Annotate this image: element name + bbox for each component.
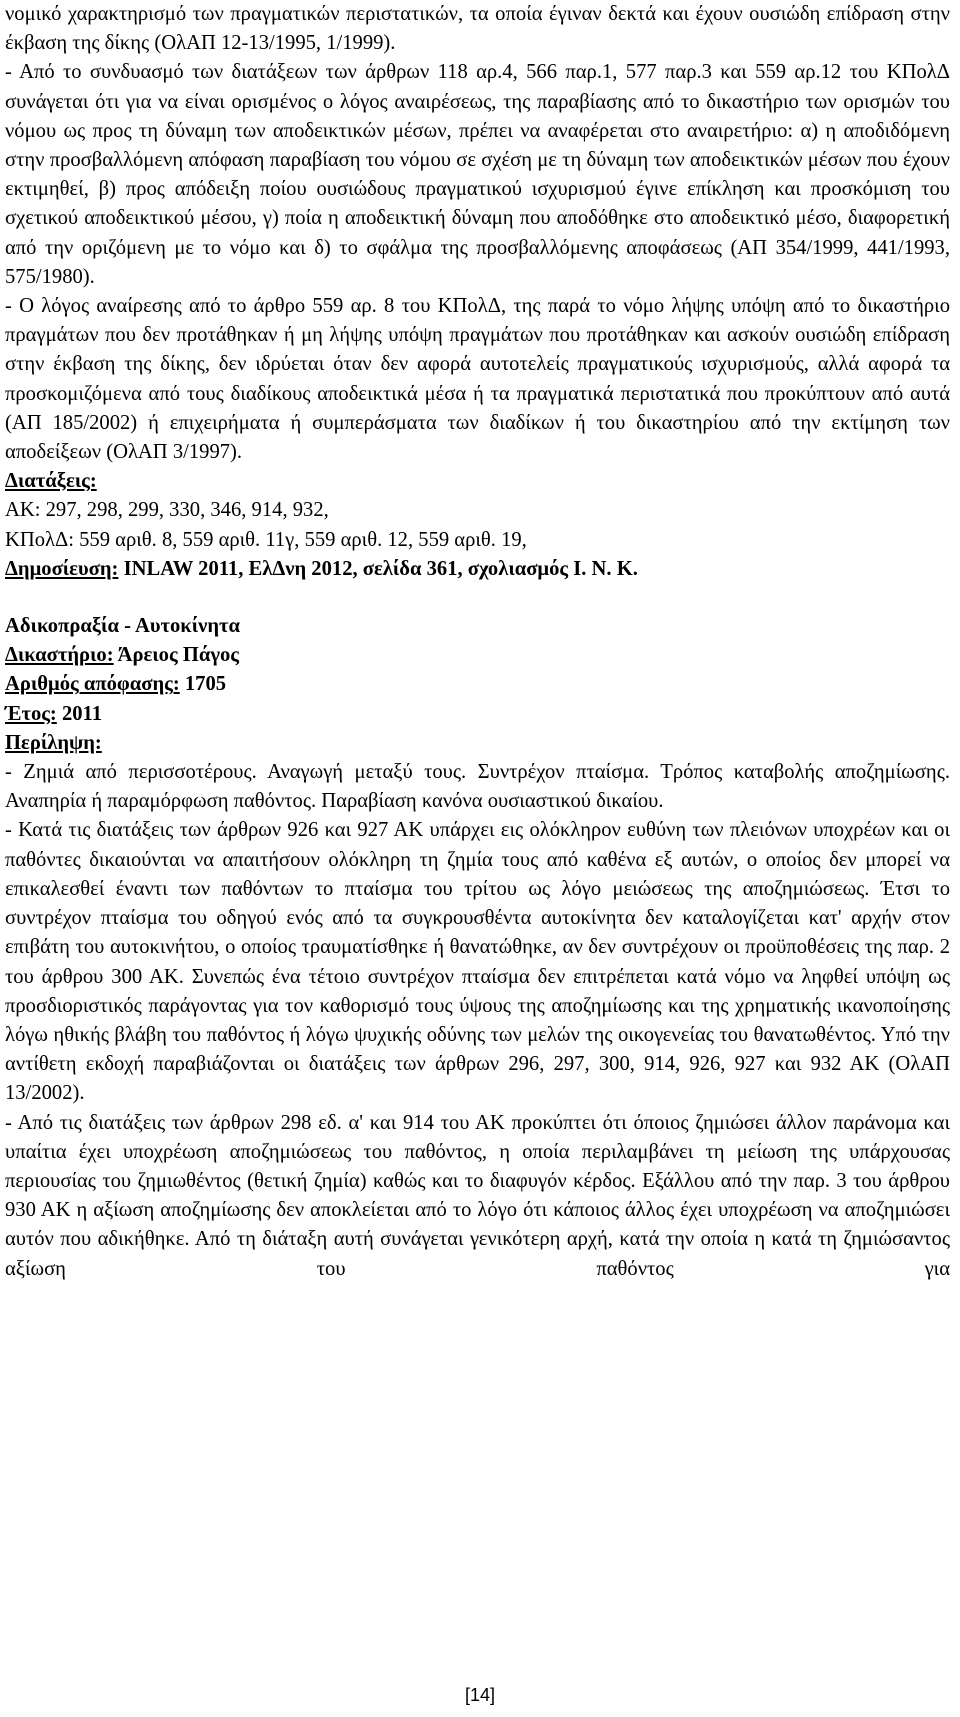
decision-number-label: Αριθμός απόφασης: bbox=[5, 673, 180, 696]
publication-label: Δημοσίευση: bbox=[5, 557, 119, 580]
provisions-label: Διατάξεις: bbox=[5, 470, 97, 493]
provisions-ak: ΑΚ: 297, 298, 299, 330, 346, 914, 932, bbox=[5, 499, 329, 522]
summary-label: Περίληψη: bbox=[5, 731, 102, 754]
publication-value: INLAW 2011, ΕλΔνη 2012, σελίδα 361, σχολιασμός Ι. Ν. Κ. bbox=[118, 557, 638, 580]
paragraph-article-559-8: - Ο λόγος αναίρεσης από το άρθρο 559 αρ. 8 του ΚΠολΔ, της παρά το νόμο λήψης υπόψη από το δικαστήριο πραγμάτων που δεν προτάθηκαν ή μη λήψης υπόψη πραγμάτων που προτάθηκαν και ασκούν ουσιώδη επίδραση στην έκβαση της δίκης, δεν ιδρύεται όταν δεν αφορά αυτοτελείς πραγματικούς ισχυρισμούς, αλλά αφορά τα προσκομιζόμενα από τους διαδίκους αποδεικτικά μέσα ή τα πραγματικά περιστατικά που προκύπτουν από αυτά (ΑΠ 185/2002) ή επιχειρήματα ή συμπεράσματα των διαδίκων ή του δικαστηρίου από την εκτίμηση των αποδείξεων (ΟλΑΠ 3/1997). bbox=[5, 295, 950, 464]
document-page bbox=[5, 0, 950, 1284]
court-line bbox=[5, 641, 950, 670]
paragraph-joint-liability: - Κατά τις διατάξεις των άρθρων 926 και 927 ΑΚ υπάρχει εις ολόκληρον ευθύνη των πλειόνων υποχρέων και οι παθόντες δικαιούνται να απαιτήσουν ολόκληρη τη ζημία τους από καθένα εξ αυτών, ο οποίος δεν μπορεί να επικαλεσθεί έναντι των παθόντων το πταίσμα του τρίτου ως λόγο μειώσεως της αποζημιώσεως. Έτσι το συντρέχον πταίσμα του οδηγού ενός από τα συγκρουσθέντα αυτοκίνητα δεν καταλογίζεται κατ' αρχήν στον επιβάτη του αυτοκινήτου, ο οποίος τραυματίσθηκε ή θανατώθηκε, αν δεν συντρέχουν οι προϋποθέσεις της παρ. 2 του άρθρου 300 ΑΚ. Συνεπώς ένα τέτοιο συντρέχον πταίσμα δεν επιτρέπεται κατά νόμο να ληφθεί υπόψη ως προσδιοριστικός παράγοντας για τον καθορισμό τους ύψους της αποζημίωσης και της χρηματικής ικανοποίησης λόγω ηθικής βλάβη του παθόντος ή λόγω ψυχικής οδύνης των μελών της οικογενείας του θανατωθέντος. Υπό την αντίθετη εκδοχή παραβιάζονται οι διατάξεις των άρθρων 296, 297, 300, 914, 926, 927 και 932 ΑΚ (ΟλΑΠ 13/2002). bbox=[5, 819, 950, 1105]
section-gap bbox=[5, 584, 950, 612]
court-label: Δικαστήριο: bbox=[5, 644, 114, 667]
court-value: Άρειος Πάγος bbox=[113, 644, 239, 667]
year-value: 2011 bbox=[56, 702, 102, 725]
year-label: Έτος: bbox=[5, 702, 57, 725]
continuation-paragraph: νομικό χαρακτηρισμό των πραγματικών περιστατικών, τα οποία έγιναν δεκτά και έχουν ουσιώδη επίδραση στην έκβαση της δίκης (ΟλΑΠ 12-13/1995, 1/1999). bbox=[5, 3, 950, 55]
paragraph-damages: - Από τις διατάξεις των άρθρων 298 εδ. α' και 914 του ΑΚ προκύπτει ότι όποιος ζημιώσει άλλον παράνομα και υπαίτια έχει υποχρέωση αποζημιώσεως του παθόντος, η οποία περιλαμβάνει τη μείωση της υπάρχουσας περιουσίας του ζημιωθέντος (θετική ζημία) καθώς και το διαφυγόν κέρδος. Εξάλλου από την παρ. 3 του άρθρου 930 ΑΚ η αξίωση αποζημίωσης δεν αποκλείεται από το λόγο ότι κάποιος άλλος έχει υποχρέωση να αποζημιώσει αυτόν που αδικήθηκε. Από τη διάταξη αυτή συνάγεται γενικότερη αρχή, κατά την οποία η κατά τη ζημιώσαντος αξίωση του παθόντος για bbox=[5, 1111, 950, 1280]
summary-keywords: - Ζημιά από περισσοτέρους. Αναγωγή μεταξύ τους. Συντρέχον πταίσμα. Τρόπος καταβολής αποζημίωσης. Αναπηρία ή παραμόρφωση παθόντος. Παραβίαση κανόνα ουσιαστικού δικαίου. bbox=[5, 761, 950, 813]
provisions-heading bbox=[5, 467, 950, 496]
page-number: [14] bbox=[464, 1685, 496, 1705]
summary-heading bbox=[5, 729, 950, 758]
decision-number-line bbox=[5, 670, 950, 699]
decision-number-value: 1705 bbox=[179, 673, 227, 696]
case-title: Αδικοπραξία - Αυτοκίνητα bbox=[5, 615, 241, 638]
publication-line bbox=[5, 555, 950, 584]
paragraph-defined-grounds: - Από το συνδυασμό των διατάξεων των άρθρων 118 αρ.4, 566 παρ.1, 577 παρ.3 και 559 αρ.12 του ΚΠολΔ συνάγεται ότι για να είναι ορισμένος ο λόγος αναιρέσεως, της παραβίασης από το δικαστήριο των ορισμών του νόμου ως προς τη δύναμη των αποδεικτικών μέσων, πρέπει να αναφέρεται στο αναιρετήριο: α) η αποδιδόμενη στην προσβαλλόμενη απόφαση παραβίαση του νόμου σε σχέση με τη δύναμη των αποδεικτικών μέσων που έχουν εκτιμηθεί, β) προς απόδειξη ποίου ουσιώδους πραγματικού ισχυρισμού έγινε επίκληση και προσκόμιση του σχετικού αποδεικτικού μέσου, γ) ποία η αποδεικτική δύναμη που αποδόθηκε στο αποδεικτικό μέσο, διαφορετική από την οριζόμενη με το νόμο και δ) το σφάλμα της προσβαλλόμενης αποφάσεως (ΑΠ 354/1999, 441/1993, 575/1980). bbox=[5, 61, 950, 288]
provisions-kpold: ΚΠολΔ: 559 αριθ. 8, 559 αριθ. 11γ, 559 αριθ. 12, 559 αριθ. 19, bbox=[5, 528, 527, 551]
year-line bbox=[5, 700, 950, 729]
